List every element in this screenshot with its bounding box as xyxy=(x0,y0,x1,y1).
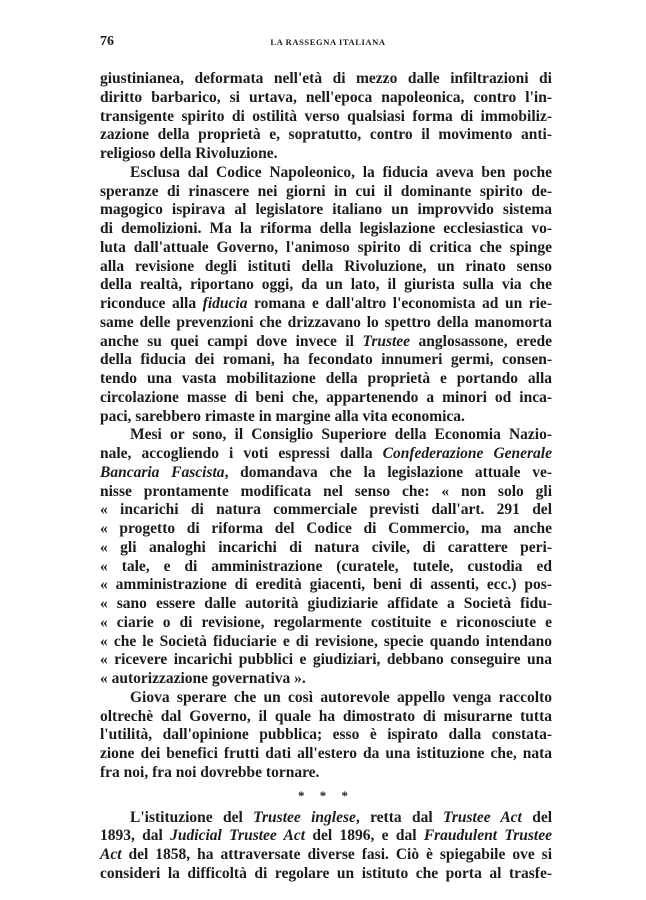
text-line: Mesi or sono, il Consiglio Superiore della Economia Nazio- xyxy=(130,426,552,444)
text-line: « autorizzazione governativa ». xyxy=(100,670,306,687)
text-line: « che le Società fiduciarie e di revisione, specie quando intendano xyxy=(100,632,552,650)
text-line: speranze di rinascere nei giorni in cui il dominante spirito de- xyxy=(100,182,552,200)
page-header xyxy=(100,34,556,50)
text-line: consideri la difficoltà di regolare un istituto che porta al trasfe- xyxy=(100,864,552,882)
text-line: « tale, e di amministrazione (curatele, tutele, custodia ed xyxy=(100,557,552,575)
text-line: zazione della proprietà e, sopratutto, contro il movimento anti- xyxy=(100,126,552,144)
text-line: « ciarie o di revisione, regolarmente costituite e riconosciute e xyxy=(100,613,552,631)
text-line: same delle prevenzioni che drizzavano lo spettro della manomorta xyxy=(100,313,552,331)
text-line: alla revisione degli istituti della Rivoluzione, un rinato senso xyxy=(100,257,552,275)
text-line: nisse prontamente modificata nel senso che: « non solo gli xyxy=(100,482,552,500)
text-line: diritto barbarico, si urtava, nell'epoca napoleonica, contro l'in- xyxy=(100,88,552,106)
text-line: di demolizioni. Ma la riforma della legislazione ecclesiastica vo- xyxy=(100,220,552,237)
text-line: « sano essere dalle autorità giudiziarie affidate a Società fidu- xyxy=(100,595,552,612)
text-line: religioso della Rivoluzione. xyxy=(100,145,278,162)
text-line: L'istituzione del Trustee inglese, retta dal Trustee Act del xyxy=(130,808,553,826)
text-line: magogico ispirava al legislatore italiano un improvvido sistema xyxy=(100,201,552,219)
text-line: oltrechè dal Governo, il quale ha dimostrato di misurarne tutta xyxy=(100,707,552,725)
text-line: nale, accogliendo i voti espressi dalla Confederazione Generale xyxy=(100,445,552,462)
text-line: della fiducia dei romani, ha fecondato innumeri germi, consen- xyxy=(100,351,552,369)
text-line: « incarichi di natura commerciale previsti dall'art. 291 del xyxy=(100,501,552,519)
text-line: circolazione masse di beni che, appartenendo a minori od inca- xyxy=(100,388,552,406)
text-line: Bancaria Fascista, domandava che la legislazione attuale ve- xyxy=(100,463,552,481)
text-line: anche su quei campi dove invece il Trustee anglosassone, erede xyxy=(100,332,552,350)
text-line: fra noi, fra noi dovrebbe tornare. xyxy=(100,763,320,781)
text-line: riconduce alla fiducia romana e dall'altro l'economista ad un rie- xyxy=(100,295,552,312)
text-line: 1893, dal Judicial Trustee Act del 1896, e dal Fraudulent Trustee xyxy=(100,827,552,845)
text-line: luta dall'attuale Governo, l'animoso spirito di critica che spinge xyxy=(100,238,552,256)
text-line: « ricevere incarichi pubblici e giudiziari, debbano conseguire una xyxy=(100,651,552,669)
text-line: « amministrazione di eredità giacenti, beni di assenti, ecc.) pos- xyxy=(100,576,552,594)
body-text xyxy=(100,70,552,884)
text-line: Esclusa dal Codice Napoleonico, la fiducia aveva ben poche xyxy=(130,163,552,181)
text-line: « gli analoghi incarichi di natura civile, di carattere peri- xyxy=(100,538,552,556)
text-line: Act del 1858, ha attraversate diverse fasi. Ciò è spiegabile ove si xyxy=(100,846,552,863)
text-line: paci, sarebbero rimaste in margine alla vita economica. xyxy=(100,407,465,425)
page-number: 76 xyxy=(100,34,114,49)
text-line: transigente spirito di ostilità verso qualsiasi forma di immobiliz- xyxy=(100,107,552,125)
text-line: « progetto di riforma del Codice di Commercio, ma anche xyxy=(100,520,552,537)
text-line: tendo una vasta mobilitazione della proprietà e portando alla xyxy=(100,370,552,387)
text-line: Giova sperare che un così autorevole appello venga raccolto xyxy=(130,688,552,706)
text-line: della realtà, riportano oggi, da un lato, il giurista sulla via che xyxy=(100,276,552,294)
text-line: giustinianea, deformata nell'età di mezzo dalle infiltrazioni di xyxy=(100,70,552,87)
section-break: * * * xyxy=(298,787,354,803)
running-title: LA RASSEGNA ITALIANA xyxy=(270,37,386,47)
text-line: l'utilità, dall'opinione pubblica; esso è ispirato dalla constata- xyxy=(100,726,552,744)
text-line: zione dei benefici frutti dati all'estero da una istituzione che, nata xyxy=(100,745,552,762)
